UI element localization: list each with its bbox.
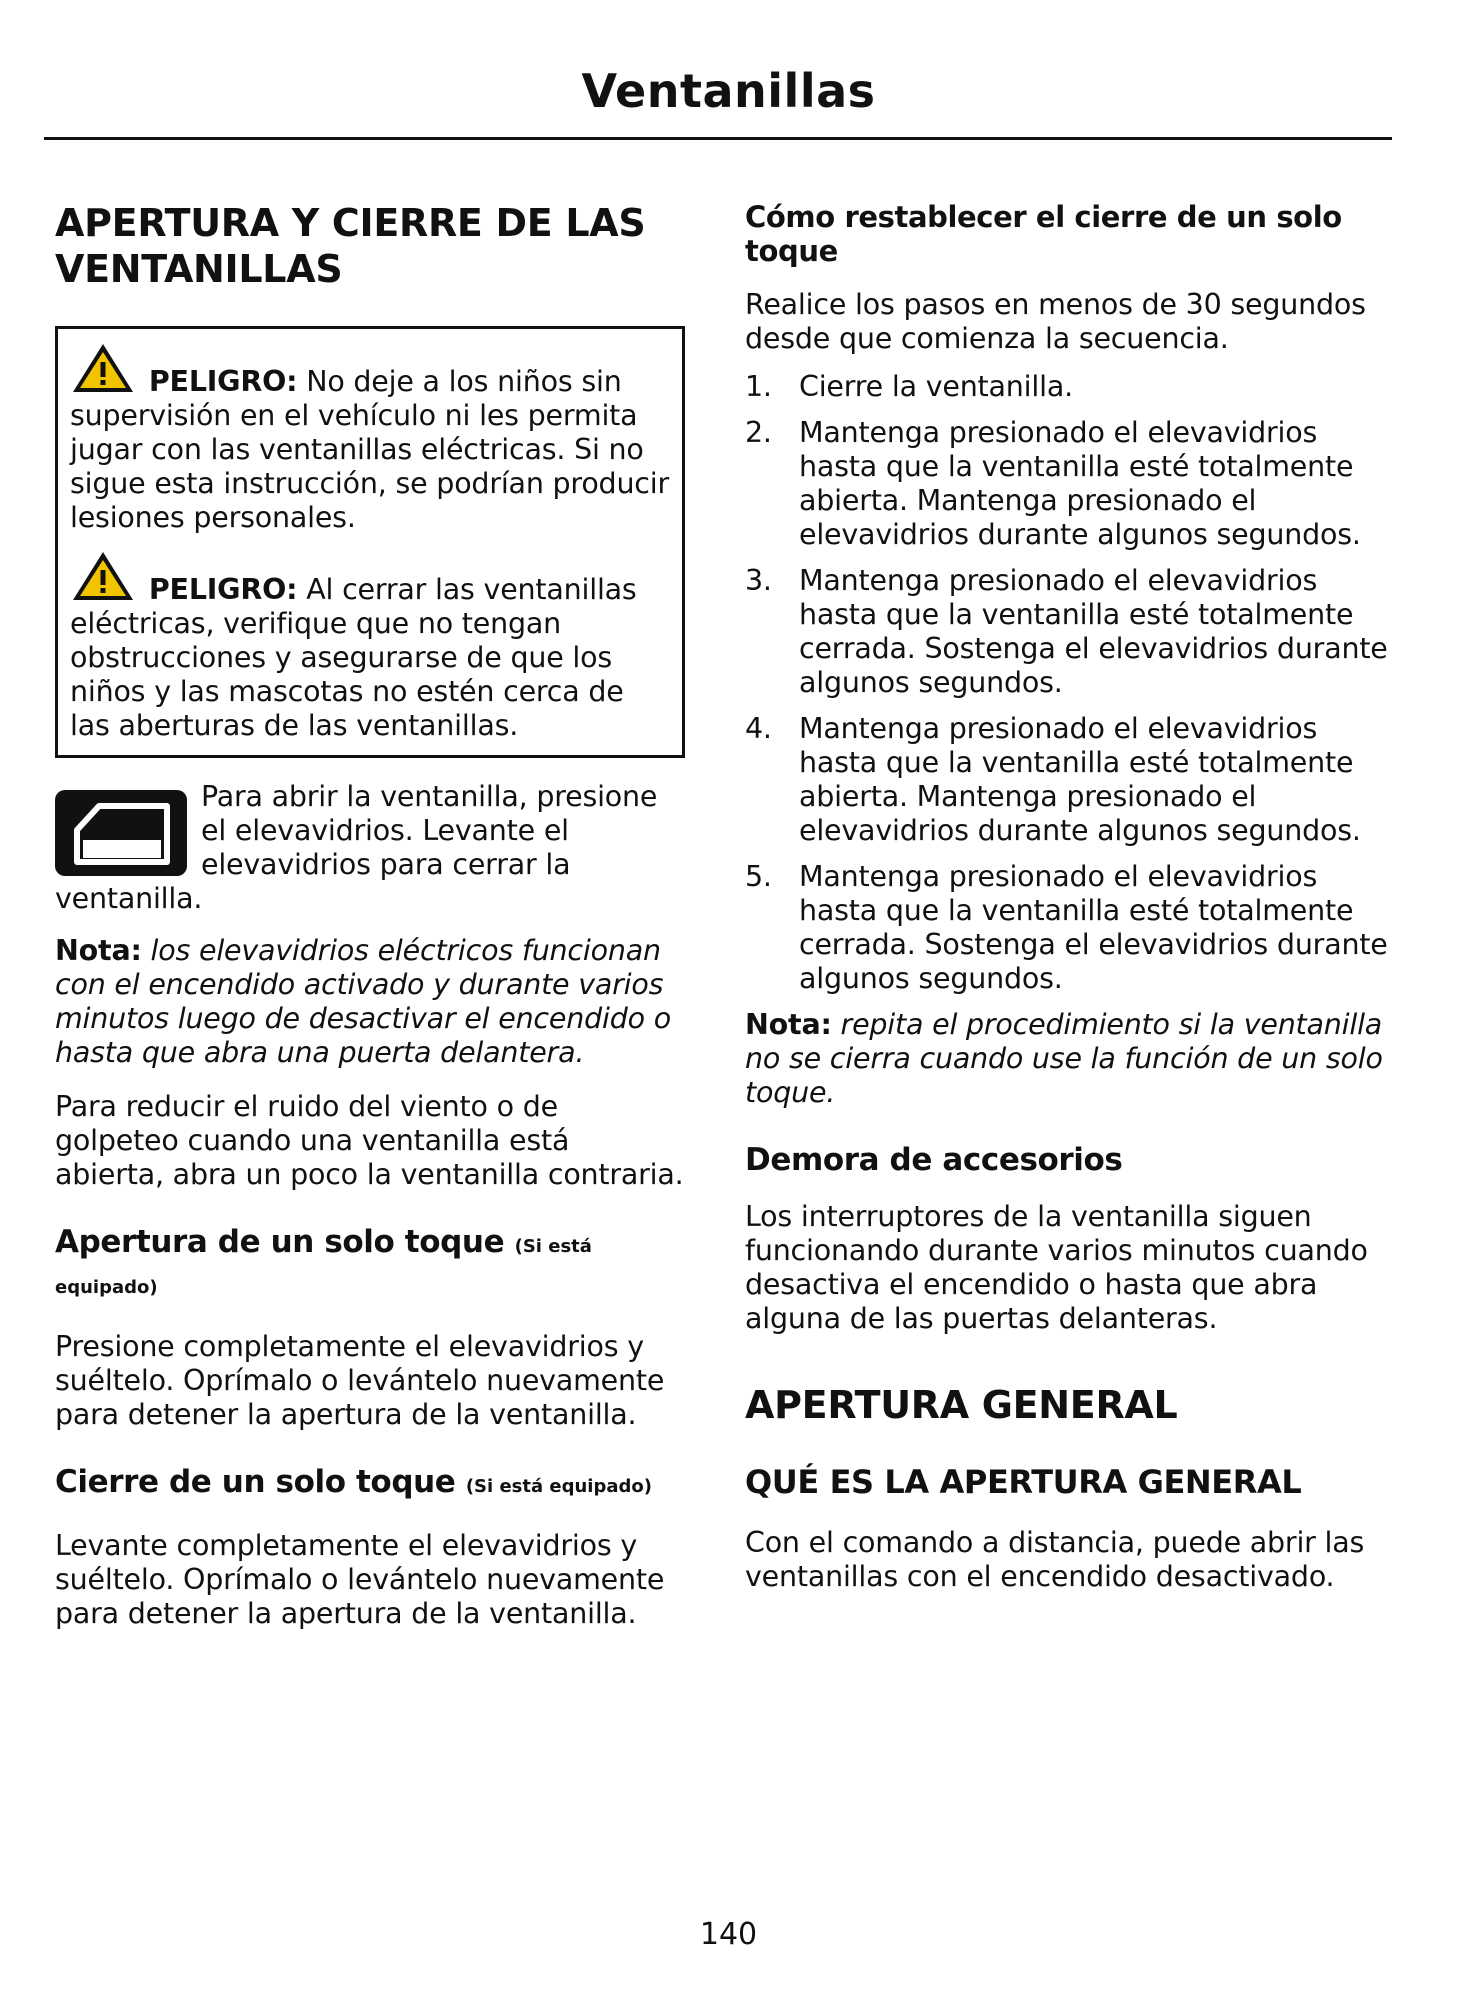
step-text: Mantenga presionado el elevavidrios hasta que la ventanilla esté totalmente cerrada. Sostenga el elevavidrios durante algunos segundos. <box>799 564 1388 699</box>
window-switch-text: Para abrir la ventanilla, presione el elevavidrios. Levante el elevavidrios para cerrar la ventanilla. <box>55 780 658 915</box>
step-text: Cierre la ventanilla. <box>799 370 1073 403</box>
note-text: los elevavidrios eléctricos funcionan con el encendido activado y durante varios minutos luego de desactivar el encendido o hasta que abra una puerta delantera. <box>55 934 671 1069</box>
warning-box <box>55 326 685 758</box>
note <box>745 1008 1390 1110</box>
warning-triangle-icon <box>70 341 136 395</box>
step-number: 5. <box>745 860 772 893</box>
step-text: Mantenga presionado el elevavidrios hasta que la ventanilla esté totalmente abierta. Mantenga presionado el elevavidrios durante algunos segundos. <box>799 416 1361 551</box>
accessory-delay-title: Demora de accesorios <box>745 1142 1123 1178</box>
step-number: 4. <box>745 712 772 745</box>
one-touch-close-text: Levante completamente el elevavidrios y suéltelo. Oprímalo o levántelo nuevamente para detener la apertura de la ventanilla. <box>55 1529 665 1630</box>
warning-label: PELIGRO: <box>148 365 298 398</box>
section-title-apertura-general: APERTURA GENERAL <box>745 1383 1178 1427</box>
note-text: repita el procedimiento si la ventanilla no se cierra cuando use la función de un solo toque. <box>745 1008 1383 1109</box>
warning-item <box>70 549 672 743</box>
warning-text: Al cerrar las ventanillas eléctricas, verifique que no tengan obstrucciones y asegurarse de que los niños y las mascotas no estén cerca de las aberturas de las ventanillas. <box>70 573 637 742</box>
note <box>55 934 685 1070</box>
warning-text: No deje a los niños sin supervisión en el vehículo ni les permita jugar con las ventanillas eléctricas. Si no sigue esta instrucción, se podrían producir lesiones personales. <box>70 365 670 534</box>
accessory-delay-text: Los interruptores de la ventanilla siguen funcionando durante varios minutos cuando desactiva el encendido o hasta que abra alguna de las puertas delanteras. <box>745 1200 1368 1335</box>
step-text: Mantenga presionado el elevavidrios hasta que la ventanilla esté totalmente abierta. Mantenga presionado el elevavidrios durante algunos segundos. <box>799 712 1361 847</box>
one-touch-open-text: Presione completamente el elevavidrios y suéltelo. Oprímalo o levántelo nuevamente para detener la apertura de la ventanilla. <box>55 1330 665 1431</box>
list-item <box>745 370 1390 404</box>
one-touch-open-qualifier: (Si está equipado) <box>55 1236 592 1298</box>
warning-item <box>70 341 672 535</box>
page-title: Ventanillas <box>581 64 876 118</box>
warning-triangle-icon <box>70 549 136 603</box>
general-text: Con el comando a distancia, puede abrir las ventanillas con el encendido desactivado. <box>745 1526 1365 1593</box>
wind-noise-text: Para reducir el ruido del viento o de golpeteo cuando una ventanilla está abierta, abra un poco la ventanilla contraria. <box>55 1090 684 1191</box>
left-column <box>55 200 685 1631</box>
list-item <box>745 712 1390 848</box>
warning-label: PELIGRO: <box>148 573 298 606</box>
one-touch-close-heading: Cierre de un solo toque <box>55 1464 456 1500</box>
section-title-apertura-cierre: APERTURA Y CIERRE DE LAS VENTANILLAS <box>55 201 646 291</box>
power-window-icon <box>55 790 187 876</box>
window-switch-block <box>55 780 685 916</box>
list-item <box>745 564 1390 700</box>
step-text: Mantenga presionado el elevavidrios hasta que la ventanilla esté totalmente cerrada. Sostenga el elevavidrios durante algunos segundos. <box>799 860 1388 995</box>
step-number: 2. <box>745 416 772 449</box>
note-label: Nota: <box>745 1008 832 1041</box>
list-item <box>745 416 1390 552</box>
note-label: Nota: <box>55 934 142 967</box>
one-touch-close-qualifier: (Si está equipado) <box>465 1476 652 1497</box>
right-column <box>745 200 1390 1594</box>
one-touch-close-title <box>55 1464 685 1505</box>
page-number: 140 <box>699 1917 758 1952</box>
reset-intro: Realice los pasos en menos de 30 segundos desde que comienza la secuencia. <box>745 288 1366 355</box>
reset-steps <box>745 370 1390 996</box>
step-number: 1. <box>745 370 772 403</box>
list-item <box>745 860 1390 996</box>
one-touch-open-title <box>55 1224 685 1306</box>
header-divider <box>44 137 1392 140</box>
step-number: 3. <box>745 564 772 597</box>
reset-title: Cómo restablecer el cierre de un solo toque <box>745 200 1342 268</box>
general-sub-title: QUÉ ES LA APERTURA GENERAL <box>745 1463 1302 1501</box>
one-touch-open-heading: Apertura de un solo toque <box>55 1224 505 1260</box>
